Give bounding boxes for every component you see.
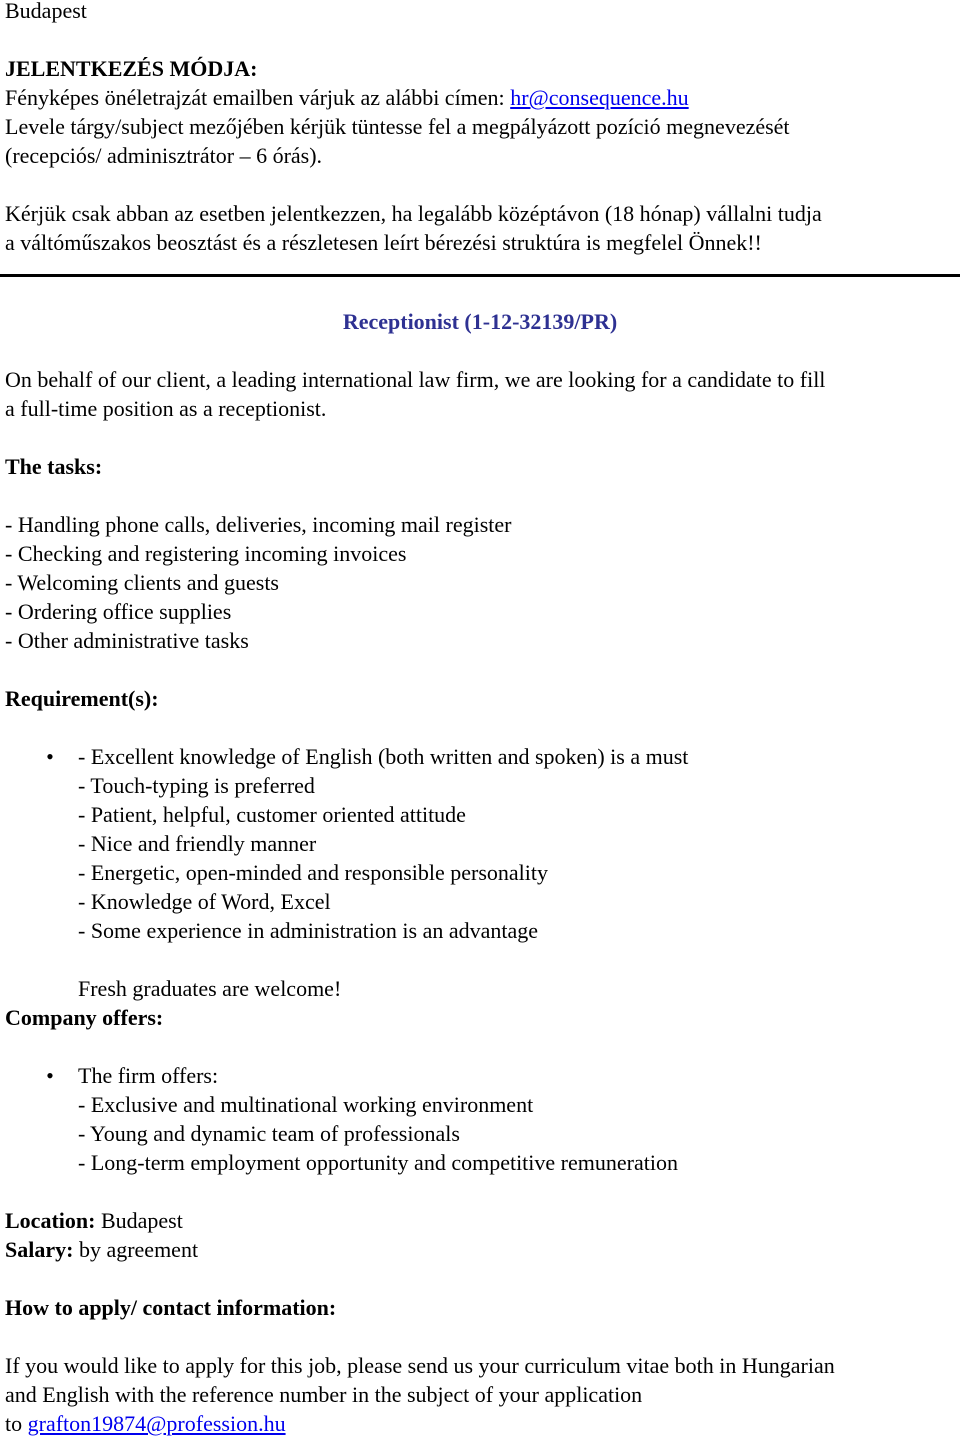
- spacer: [5, 25, 955, 54]
- spacer: [5, 170, 955, 199]
- spacer: [5, 481, 955, 510]
- requirement-item: - Touch-typing is preferred: [78, 773, 315, 798]
- apply-line-subject: Levele tárgy/subject mezőjében kérjük tüntesse fel a megpályázott pozíció megnevezését: [5, 114, 790, 139]
- requirements-list: [5, 742, 955, 1003]
- location-label: Location:: [5, 1208, 96, 1233]
- apply-line-email: [5, 83, 955, 112]
- tasks-heading: The tasks:: [5, 454, 103, 479]
- location-value: Budapest: [95, 1208, 183, 1233]
- apply-text-line-2: and English with the reference number in the subject of your application: [5, 1382, 643, 1407]
- fresh-graduates-note: Fresh graduates are welcome!: [78, 976, 342, 1001]
- requirement-item: - Knowledge of Word, Excel: [78, 889, 331, 914]
- offer-item: - Exclusive and multinational working environment: [78, 1092, 534, 1117]
- apply-text-line-3: [5, 1409, 955, 1438]
- apply-text-line-1: If you would like to apply for this job, please send us your curriculum vitae both in Hungarian: [5, 1353, 835, 1378]
- offer-item: - Long-term employment opportunity and competitive remuneration: [78, 1150, 678, 1175]
- spacer: [78, 945, 955, 974]
- hr-email-link[interactable]: hr@consequence.hu: [510, 85, 689, 110]
- application-email-link[interactable]: grafton19874@profession.hu: [27, 1411, 286, 1436]
- location-row: [5, 1206, 955, 1235]
- salary-row: [5, 1235, 955, 1264]
- apply-text-prefix: to: [5, 1411, 28, 1436]
- offer-item: - Young and dynamic team of professionals: [78, 1121, 460, 1146]
- salary-value: by agreement: [73, 1237, 199, 1262]
- spacer: [5, 655, 955, 684]
- spacer: [5, 1264, 955, 1293]
- requirement-item: - Some experience in administration is an advantage: [78, 918, 539, 943]
- spacer: [5, 336, 955, 365]
- task-item: - Handling phone calls, deliveries, incoming mail register: [5, 512, 512, 537]
- requirement-item: - Energetic, open-minded and responsible personality: [78, 860, 549, 885]
- hu-paragraph-line-2: a váltóműszakos beosztást és a részletesen leírt bérezési struktúra is megfelel Önnek!!: [5, 230, 762, 255]
- apply-heading-hu: JELENTKEZÉS MÓDJA:: [5, 56, 258, 81]
- requirements-heading: Requirement(s):: [5, 686, 159, 711]
- apply-line-email-text: Fényképes önéletrajzát emailben várjuk az alábbi címen:: [5, 85, 511, 110]
- offer-item: The firm offers:: [78, 1063, 219, 1088]
- how-to-apply-heading: How to apply/ contact information:: [5, 1295, 337, 1320]
- task-item: - Ordering office supplies: [5, 599, 232, 624]
- requirement-item: - Excellent knowledge of English (both written and spoken) is a must: [78, 744, 689, 769]
- tasks-list: [5, 510, 955, 655]
- task-item: - Checking and registering incoming invoices: [5, 541, 407, 566]
- offers-list: [5, 1061, 955, 1177]
- intro-line-1: On behalf of our client, a leading international law firm, we are looking for a candidate to fill: [5, 367, 826, 392]
- salary-label: Salary:: [5, 1237, 74, 1262]
- top-city: Budapest: [5, 0, 87, 23]
- intro-line-2: a full-time position as a receptionist.: [5, 396, 327, 421]
- spacer: [5, 1032, 955, 1061]
- task-item: - Other administrative tasks: [5, 628, 249, 653]
- requirement-item: - Patient, helpful, customer oriented attitude: [78, 802, 466, 827]
- document-page: [5, 0, 955, 1438]
- spacer: [5, 1322, 955, 1351]
- apply-line-position: (recepciós/ adminisztrátor – 6 órás).: [5, 143, 323, 168]
- section-divider: [0, 274, 960, 277]
- hu-paragraph-line-1: Kérjük csak abban az esetben jelentkezzen, ha legalább középtávon (18 hónap) vállalni tudja: [5, 201, 822, 226]
- offers-heading: Company offers:: [5, 1005, 164, 1030]
- requirement-item: - Nice and friendly manner: [78, 831, 317, 856]
- spacer: [5, 713, 955, 742]
- bullet-icon: •: [46, 744, 54, 769]
- task-item: - Welcoming clients and guests: [5, 570, 279, 595]
- job-title: Receptionist (1-12-32139/PR): [342, 309, 618, 334]
- spacer: [5, 423, 955, 452]
- spacer: [5, 1177, 955, 1206]
- bullet-icon: •: [46, 1063, 54, 1088]
